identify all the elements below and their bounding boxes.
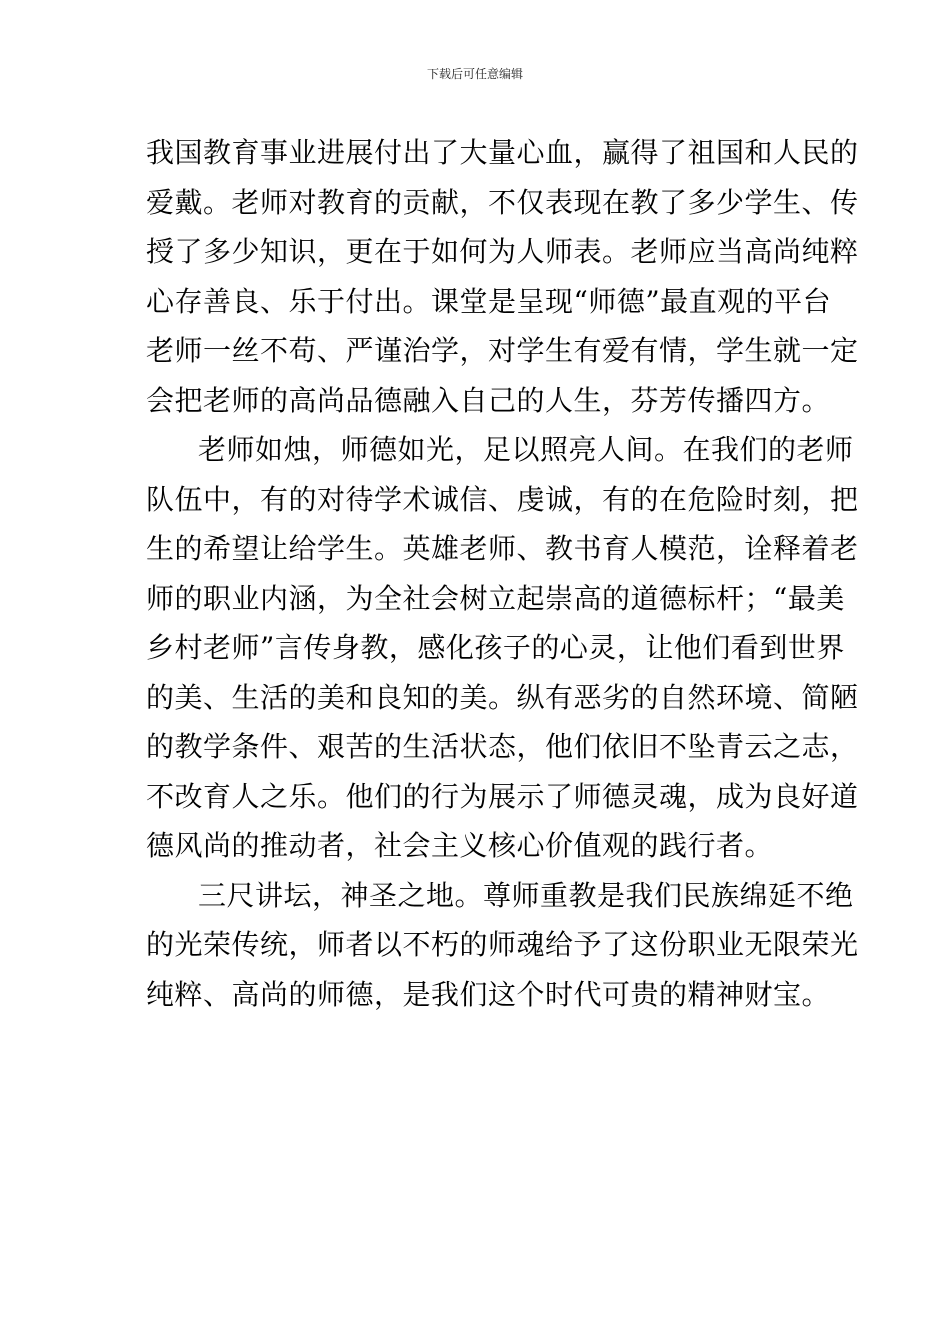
paragraph-1-line-3: 授了多少知识，更在于如何为人师表。老师应当高尚纯粹 [146,235,859,268]
paragraph-1-line-5: 老师一丝不苟、严谨治学，对学生有爱有情，学生就一定 [146,334,859,367]
paragraph-2-line-7: 的教学条件、艰苦的生活状态，他们依旧不坠青云之志， [146,730,859,763]
paragraph-2-line-9: 德风尚的推动者，社会主义核心价值观的践行者。 [146,829,774,862]
paragraph-1-line-1: 我国教育事业进展付出了大量心血，赢得了祖国和人民的 [146,136,859,169]
paragraph-1-line-4: 心存善良、乐于付出。课堂是呈现“师德”最直观的平台 [146,284,832,318]
paragraph-2-line-3: 生的希望让给学生。英雄老师、教书育人模范，诠释着老 [146,532,859,565]
paragraph-3-line-2: 的光荣传统，师者以不朽的师魂给予了这份职业无限荣光 [146,928,859,961]
document-body [146,128,859,1019]
page-header-note: 下载后可任意编辑 [426,67,523,81]
paragraph-1-line-2: 爱戴。老师对教育的贡献，不仅表现在教了多少学生、传 [146,185,859,219]
paragraph-3-line-3: 纯粹、高尚的师德，是我们这个时代可贵的精神财宝。 [146,977,831,1011]
paragraph-2-line-6: 的美、生活的美和良知的美。纵有恶劣的自然环境、简陋 [146,680,859,714]
paragraph-2-line-1: 老师如烛，师德如光，足以照亮人间。在我们的老师 [198,433,854,466]
paragraph-2-line-2: 队伍中，有的对待学术诚信、虔诚，有的在危险时刻，把 [146,482,859,516]
paragraph-3-line-1: 三尺讲坛，神圣之地。尊师重教是我们民族绵延不绝 [198,878,854,912]
paragraph-1-line-6: 会把老师的高尚品德融入自己的人生，芬芳传播四方。 [146,383,831,417]
paragraph-2-line-8: 不改育人之乐。他们的行为展示了师德灵魂，成为良好道 [146,779,859,813]
paragraph-2-line-4: 师的职业内涵，为全社会树立起崇高的道德标杆；“最美 [146,581,845,615]
paragraph-2-line-5: 乡村老师”言传身教，感化孩子的心灵，让他们看到世界 [146,631,845,664]
